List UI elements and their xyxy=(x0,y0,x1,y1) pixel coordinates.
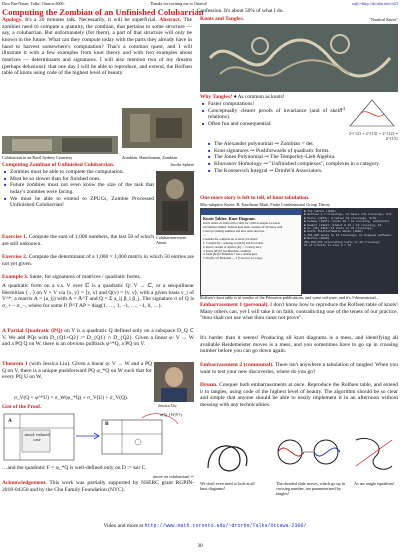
page-number: 30 xyxy=(197,543,203,549)
computing-side-tag: Jacobs Sphere xyxy=(170,162,194,167)
consequence-item: ■ Khovanov Homology ↝ "Unfinished complexes", complexes in a category. xyxy=(208,161,398,168)
embarrassment-2 xyxy=(200,362,398,382)
screen-line: Consider the complete set of knots 3/4 tables: xyxy=(203,236,258,241)
exercise-2-head: Exercise 2. xyxy=(2,254,28,260)
footer-prefix: Video and more at xyxy=(103,523,145,529)
gist-inner-text: simul- reduced case xyxy=(24,432,50,443)
gist-title: Gist of the Proof. xyxy=(2,404,42,410)
embarrassment-1-continued: It's harder than it seems! Producing all knot diagrams is a mess, and identifying all available Reidemeister moves is a mess, and you sometimes have to go up in crossing number before you can go down again. xyxy=(200,335,398,355)
exercise-1-text: Compute the sum of 1,000 numbers, the last 50 of which are still unknown. xyxy=(2,234,154,247)
photo-nautical-knots xyxy=(200,24,398,92)
history-line: ■ Hoste Thistlethwaite Weeks (1998) xyxy=(304,230,363,234)
footer-line xyxy=(40,523,370,530)
abstract-head: Abstract. xyxy=(159,17,182,23)
theorem-1 xyxy=(2,361,152,394)
dream-text: Conquer both embarrassments at once. Reproduce the Rolfsen table, and extend it to tangles, using code of the highest level of beauty. The algorithm should be so clear and simple that anyone should be able to easily implement it in an afternoon without messing with any technicalities. xyxy=(200,382,398,408)
knot-history-screenshot-right xyxy=(302,208,398,294)
history-line: ■ Cs (16) 1998 (14 knots in 16 crossings) xyxy=(304,227,373,231)
gist-after: …and the quadratic F = φ_*Q is well-defined only on D := ker C. xyxy=(2,465,147,471)
theorem-text: (with Jessica Liu). Given a linear φ: V → W and a PQ Q on V, there is a unique pushforward PQ φ_*Q on W such that for every PQ U on W, xyxy=(2,361,152,381)
history-line: 1,701,936 knots to 16 crossings, by Snappea software xyxy=(304,233,392,237)
example-3-head: Example 3. xyxy=(2,274,29,280)
consequence-item: ■ The Alexander polynomial ↝ Zombian = det. xyxy=(208,141,398,148)
dream-head: Dream. xyxy=(200,382,218,388)
knot-diagram-3 xyxy=(356,438,392,469)
caption-photo2: Zombian, Hamiltonian, Zombian xyxy=(122,155,178,160)
theorem-formula: σ_V(Q + φ^*U) = σ_W(φ_*Q) + σ_V(U) + σ_V(Q). xyxy=(14,395,129,401)
example-3 xyxy=(2,274,194,282)
history-line: ■ The tables (1986) xyxy=(304,210,336,213)
one-more-caption-row: Rolfsen's knot table is in vendor of the Princeton publications, and some software, and it's 3-dimensional... xyxy=(200,295,379,300)
screen-title: Knots Tables: Knot Diagram. xyxy=(203,216,256,221)
screen-line: 5. Kn (B) 3 if Brunnian — 2 (3 and not too large) xyxy=(203,256,263,261)
one-more-subtitle: Mac-adoptive Knots: B. Kauffman Math, Finite Combinatorial Group Theory xyxy=(200,202,331,207)
consequence-item: ■ Knot signatures ↝ Pushforwards of quadratic forms. xyxy=(208,148,398,155)
apology-head: Apology. xyxy=(2,17,23,23)
consequence-item: ■ The Kontsevich Integral ↝ Drinfel'd Associators. xyxy=(208,168,398,175)
embarrassment-1-text: I don't know how to reproduce the Rolfsen table of knots! Many others can, yet I will take it on faith, contradicting one of the tenets of our practice, "thou shalt not use what thou canst not prove". xyxy=(200,302,398,322)
header-left: Dror Bar-Natan: Talks: Ottawa-2006: xyxy=(2,1,65,6)
tangles-item: ■ Conceptually clearer proofs of invariance (and of skein relations). xyxy=(202,108,342,121)
caption-photo1: Colubarrian in an Ravil Sydney Cemetery xyxy=(2,155,73,160)
partial-text: on V is a quadratic Q defined only on a subspace D_Q ⊂ V. We add PQs with D_{Q1+Q2} := D_{Q1} ∩ D_{Q2}. Given a linear φ: V → W and a PQ Q on W, there is an obvious pullback φ^*Q, a PQ on V. xyxy=(2,328,194,348)
history-line: ■ Conway (1967): knots 10 / 11 crossing, complexity xyxy=(304,220,390,224)
ack-text: This work was partially supported by NSERC grant RGPIN-2018-04350 and by the Chu Family Foundation (NYC). xyxy=(2,480,194,493)
consequences-list xyxy=(208,141,398,174)
screen-line: — xyxy=(203,232,206,237)
screen-line: 1. Cons(M,N) ≥ ordering on (M,N) and Ford table xyxy=(203,240,264,245)
header-center: Thanks for inviting me to Ottawa! xyxy=(150,1,208,6)
history-line: 13 of 6 Knots to also 4 / 19 xyxy=(304,244,351,248)
one-more-title: One more story is left to tell, of knot tabulation. xyxy=(200,195,310,201)
embarrassment-1-head: Embarrassment 1 (personal). xyxy=(200,302,269,308)
quadratic-intro: A quadratic form on a v.s. V over ℂ is a quadratic Q: V → ℂ, or a sesquilinear Hermitian ⟨·,·⟩ on V × V via ⟨x, y⟩ = ⟨y, x⟩ and Q(v) = ⟨v, v⟩, with a given basis v_i of V^*, a matrix A = (a_ij) with A = Ā^T and Q = Σ a_ij β_i β_j. The signature σ of Q is σ_+ − σ_−, where for some P, P̄^T AP = diag(1, …, 1, −1, …, −1, 0, …). xyxy=(2,283,194,309)
partial-head: A Partial Quadratic (PQ) xyxy=(2,328,63,334)
abstract-text: The zombies need to compute a quantity, the zombian, that pertains to some structure — say, a colubarrian. But unfortunately (for them), a part of that structure will only be known in the future. What can they compute today with the parts they already have in hand to harvest somewhere's computation? That's a common quest, and I will illustrate it with a few examples from knot theory and with two examples about matrices — determinants and signatures. I will also mention two of my dreams (perhaps delusions): that one day I will be able to reproduce, and extend, the Rolfsen table of knots using code of the highest level of beauty. xyxy=(2,17,192,77)
caption-tangle-equalities: As are tangle equalities! xyxy=(354,481,395,486)
embarrassment-2-text: There isn't anywhere a tabulation of tangles! When you want to test your new discoveries, where do you go? xyxy=(200,362,398,375)
exercise-1-head: Exercise 1. xyxy=(2,234,28,240)
label-n2: n/2 xyxy=(340,106,346,111)
computing-item: ■ Must be so slower than for finished ones. xyxy=(4,176,154,183)
confession: Confession. It's about 50% of what I do. xyxy=(197,8,284,14)
knot-table-screenshot-left xyxy=(200,208,302,296)
computing-title: Computing Zombian of Unfinished Colubarrian. xyxy=(2,162,115,168)
photo-colubarrian xyxy=(122,108,192,148)
tangles-item: ■ Often fun and consequential: xyxy=(202,121,342,128)
screen-line: 2. Knots, strands of algebra (K) — Conway knot xyxy=(203,244,262,249)
reduced-box xyxy=(102,420,162,454)
exercise-2 xyxy=(2,254,194,274)
tangles-item: ■ Faster computations! xyxy=(202,101,342,108)
caption-colubarrian-more: Colubarrian-more Aneut xyxy=(156,235,186,246)
caption-knot-diagrams: We don't even need to look at all knot diagrams! xyxy=(200,481,255,492)
acknowledgement xyxy=(2,480,194,502)
screen-line: 3. Kstrat (B3) if has Brunnian condition xyxy=(203,248,251,253)
partial-quadratic xyxy=(2,328,194,361)
history-line: ■ Rolfsen's 7 crossings, to basis 7/8 crossings, 9/9 xyxy=(304,213,392,217)
header-right-link[interactable]: ωεβ:=http://drorbn.net/ot23 xyxy=(351,1,398,6)
gist-more: (more on colubarrian) ↩ xyxy=(152,474,194,479)
screen-line: Conway's linking numbers and knot table structure. xyxy=(203,229,265,234)
tangle-formula: 2^{12} + 2^{13} + 2^{12} = 2^{13} xyxy=(348,131,398,142)
caption-slide-moves: The dreaded slide moves, which go up in crossing number, are parameterized by tangles! xyxy=(276,481,345,497)
history-line: ■ Perko (1974): 3 tables 10 crossings, 9/10 xyxy=(304,216,377,220)
screen-body xyxy=(201,222,301,261)
why-sub: ♦ As common as knots! xyxy=(232,94,285,100)
apology-text: It's a 20 minutes talk. Necessarily, it will be superficial. xyxy=(22,17,160,23)
tangle-sketch xyxy=(346,96,398,130)
gist-annotation: σ(Q_{W|V}) xyxy=(160,412,182,417)
theorem-head: Theorem 1 xyxy=(2,361,28,367)
computing-list xyxy=(4,169,154,209)
exercise-2-text: Compute the determinant of a 1,000 × 1,000 matrix in which 50 entries are not yet given. xyxy=(2,254,194,267)
history-line: 352,152,252 alternating knots in 19 crossings xyxy=(304,240,380,244)
ack-head: Acknowledgement. xyxy=(2,480,47,486)
knots-title: Knots and Tangles. xyxy=(200,16,244,22)
example-3-text: Same, for signatures of matrices / quadratic forms. xyxy=(28,274,141,280)
dream xyxy=(200,382,398,429)
computing-item: ■ Zombies must be able to complete the computation. xyxy=(4,169,154,176)
computing-item: ■ We must be able to extend to ZPUCs, Zombie Processed Unfinished Colubarrian! xyxy=(4,196,154,209)
page-title: Computing the Zombian of an Unfinished Colubarrian xyxy=(2,7,204,17)
tangles-list xyxy=(202,101,342,128)
photo-zombie xyxy=(156,171,194,235)
history-line: ■ Burton (2020) xyxy=(304,237,330,241)
gist-label-b: B xyxy=(105,421,109,427)
why-head: Why Tangles? xyxy=(200,94,233,100)
embarrassment-2-head: Embarrassment 2 (communal). xyxy=(200,362,274,368)
screen-line: Knots tables are filled with a table for 1,662 K-tangles for knots xyxy=(203,221,280,226)
history-line: ■ Dowker (1983): Eldest & 12 / 13 crossing, 12 xyxy=(304,223,382,227)
screen-line: and linking number. Rolfsen knot table contains 24 5/6 knots with xyxy=(203,225,283,230)
knot-diagram-2 xyxy=(278,440,340,464)
gist-label-a: A xyxy=(8,418,12,424)
footer-url-link[interactable]: http://www.math.toronto.edu/~drorbn/Talks/Ottawa-2306/ xyxy=(144,523,307,529)
knot-diagram-row xyxy=(200,430,398,480)
computing-item: ■ Future zombies must not even know the size of the task that today's zombies were facing. xyxy=(4,182,154,195)
caption-jessica: Jessica Liu xyxy=(158,403,177,408)
embarrassment-1 xyxy=(200,302,398,335)
photo-jessica-liu xyxy=(154,362,194,402)
screen-line: 4. Idem (K3) if Brunnian + has a double knot xyxy=(203,252,258,257)
consequence-item: ■ The Jones Polynomial ↝ The Temperley-Lieb Algebra. xyxy=(208,154,398,161)
knots-caption: "Nautical Knots" xyxy=(369,17,398,22)
photo-cemetery xyxy=(2,136,118,154)
knot-diagram-1 xyxy=(208,446,247,471)
